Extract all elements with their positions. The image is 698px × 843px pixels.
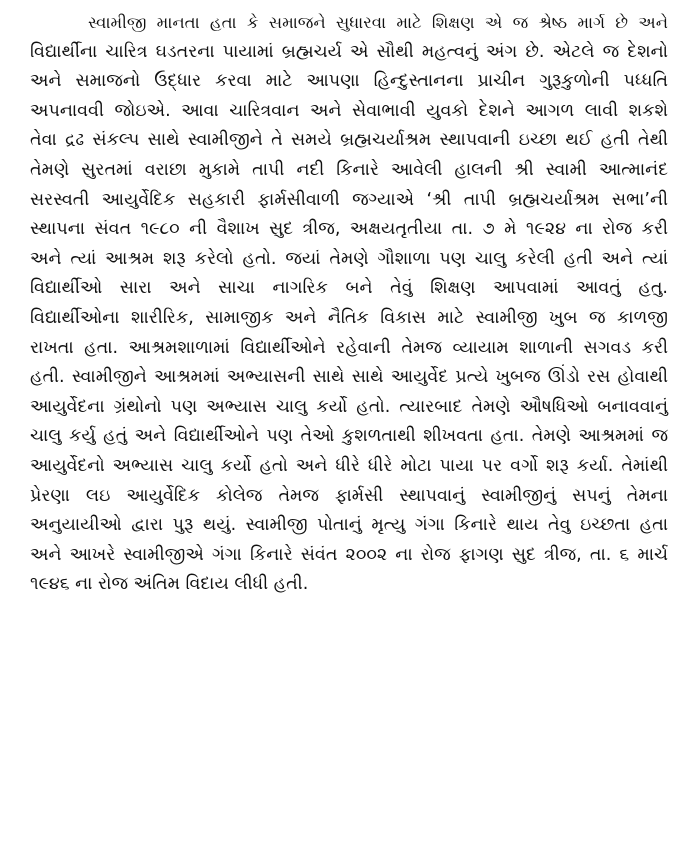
paragraph-line: ૧૯૪૬ ના રોજ અંતિમ વિદાય લીધી હતી. bbox=[30, 574, 309, 595]
paragraph-line: તેમણે સુરતમાં વરાછા મુકામે તાપી નદી કિનારે આવેલી હાલની શ્રી સ્વામી આત્માનંદ bbox=[30, 159, 668, 180]
paragraph-line: વિદ્યાર્થીઓના શારીરિક, સામાજીક અને નૈતિક વિકાસ માટે સ્વામીજી ખુબ જ કાળજી bbox=[30, 307, 668, 328]
paragraph-line: વિદ્યાર્થીઓ સારા અને સાચા નાગરિક બને તેવું શિક્ષણ આપવામાં આવતું હતુ. bbox=[30, 278, 668, 299]
paragraph-line: આયુર્વેદનો અભ્યાસ ચાલુ કર્યો હતો અને ધીરે ધીરે મોટા પાયા પર વર્ગો શરૂ કર્યા. તેમાંથી bbox=[30, 455, 668, 476]
paragraph-line: અનુયાયીઓ દ્વારા પુરૂ થયું. સ્વામીજી પોતાનું મૃત્યુ ગંગા કિનારે થાય તેવુ ઇચ્છતા હતા bbox=[30, 515, 668, 536]
paragraph-line: સરસ્વતી આયુર્વેદિક સહકારી ફાર્મસીવાળી જગ્યાએ ‘શ્રી તાપી બ્રહ્મચર્યાશ્રમ સભા’ની bbox=[30, 189, 668, 210]
paragraph-line: અપનાવવી જોઇએ. આવા ચારિત્રવાન અને સેવાભાવી યુવકો દેશને આગળ લાવી શકશે bbox=[30, 100, 668, 121]
paragraph-line: વિદ્યાર્થીના ચારિત્ર ઘડતરના પાયામાં બ્રહ્મચર્ય એ સૌથી મહત્વનું અંગ છે. એટલે જ દેશનો bbox=[30, 41, 668, 62]
body-paragraph bbox=[30, 8, 668, 600]
paragraph-line: સ્વામીજી માનતા હતા કે સમાજને સુધારવા માટે શિક્ષણ એ જ શ્રેષ્ઠ માર્ગ છે અને bbox=[88, 13, 668, 32]
paragraph-line: અને આખરે સ્વામીજીએ ગંગા કિનારે સંવંત ૨૦૦૨ ના રોજ ફાગણ સુદ ત્રીજ, તા. ૬ માર્ચ bbox=[30, 544, 668, 565]
paragraph-line: ચાલુ કર્યુ હતું અને વિદ્યાર્થીઓને પણ તેઓ કુશળતાથી શીખવતા હતા. તેમણે આશ્રમમાં જ bbox=[30, 426, 668, 447]
paragraph-line: અને ત્યાં આશ્રમ શરૂ કરેલો હતો. જયાં તેમણે ગૌશાળા પણ ચાલુ કરેલી હતી અને ત્યાં bbox=[30, 248, 668, 269]
paragraph-line: રાખતા હતા. આશ્રમશાળામાં વિદ્યાર્થીઓને રહેવાની તેમજ વ્યાયામ શાળાની સગવડ કરી bbox=[30, 337, 668, 358]
paragraph-line: આયુર્વેદના ગ્રંથોનો પણ અભ્યાસ ચાલુ કર્યો હતો. ત્યારબાદ તેમણે ઔષધિઓ બનાવવાનું bbox=[30, 396, 668, 417]
paragraph-line: તેવા દ્રઢ સંકલ્પ સાથે સ્વામીજીને તે સમયે બ્રહ્મચર્યાશ્રમ સ્થાપવાની ઇચ્છા થઈ હતી તેથી bbox=[30, 130, 668, 151]
paragraph-line: સ્થાપના સંવત ૧૯૮૦ ની વૈશાખ સુદ ત્રીજ, અક્ષયતૃતીયા તા. ૭ મે ૧૯૨૪ ના રોજ કરી bbox=[30, 219, 668, 240]
paragraph-line: અને સમાજનો ઉદ્ધાર કરવા માટે આપણા હિન્દુસ્તાનના પ્રાચીન ગુરૂકુળોની પધ્ધતિ bbox=[30, 71, 668, 92]
paragraph-line: હતી. સ્વામીજીને આશ્રમમાં અભ્યાસની સાથે સાથે આયુર્વેદ પ્રત્યે ખુબજ ઊંડો રસ હોવાથી bbox=[30, 367, 668, 388]
paragraph-line: પ્રેરણા લઇ આયુર્વેદિક કોલેજ તેમજ ફાર્મસી સ્થાપવાનું સ્વામીજીનું સપનું તેમના bbox=[30, 485, 668, 506]
